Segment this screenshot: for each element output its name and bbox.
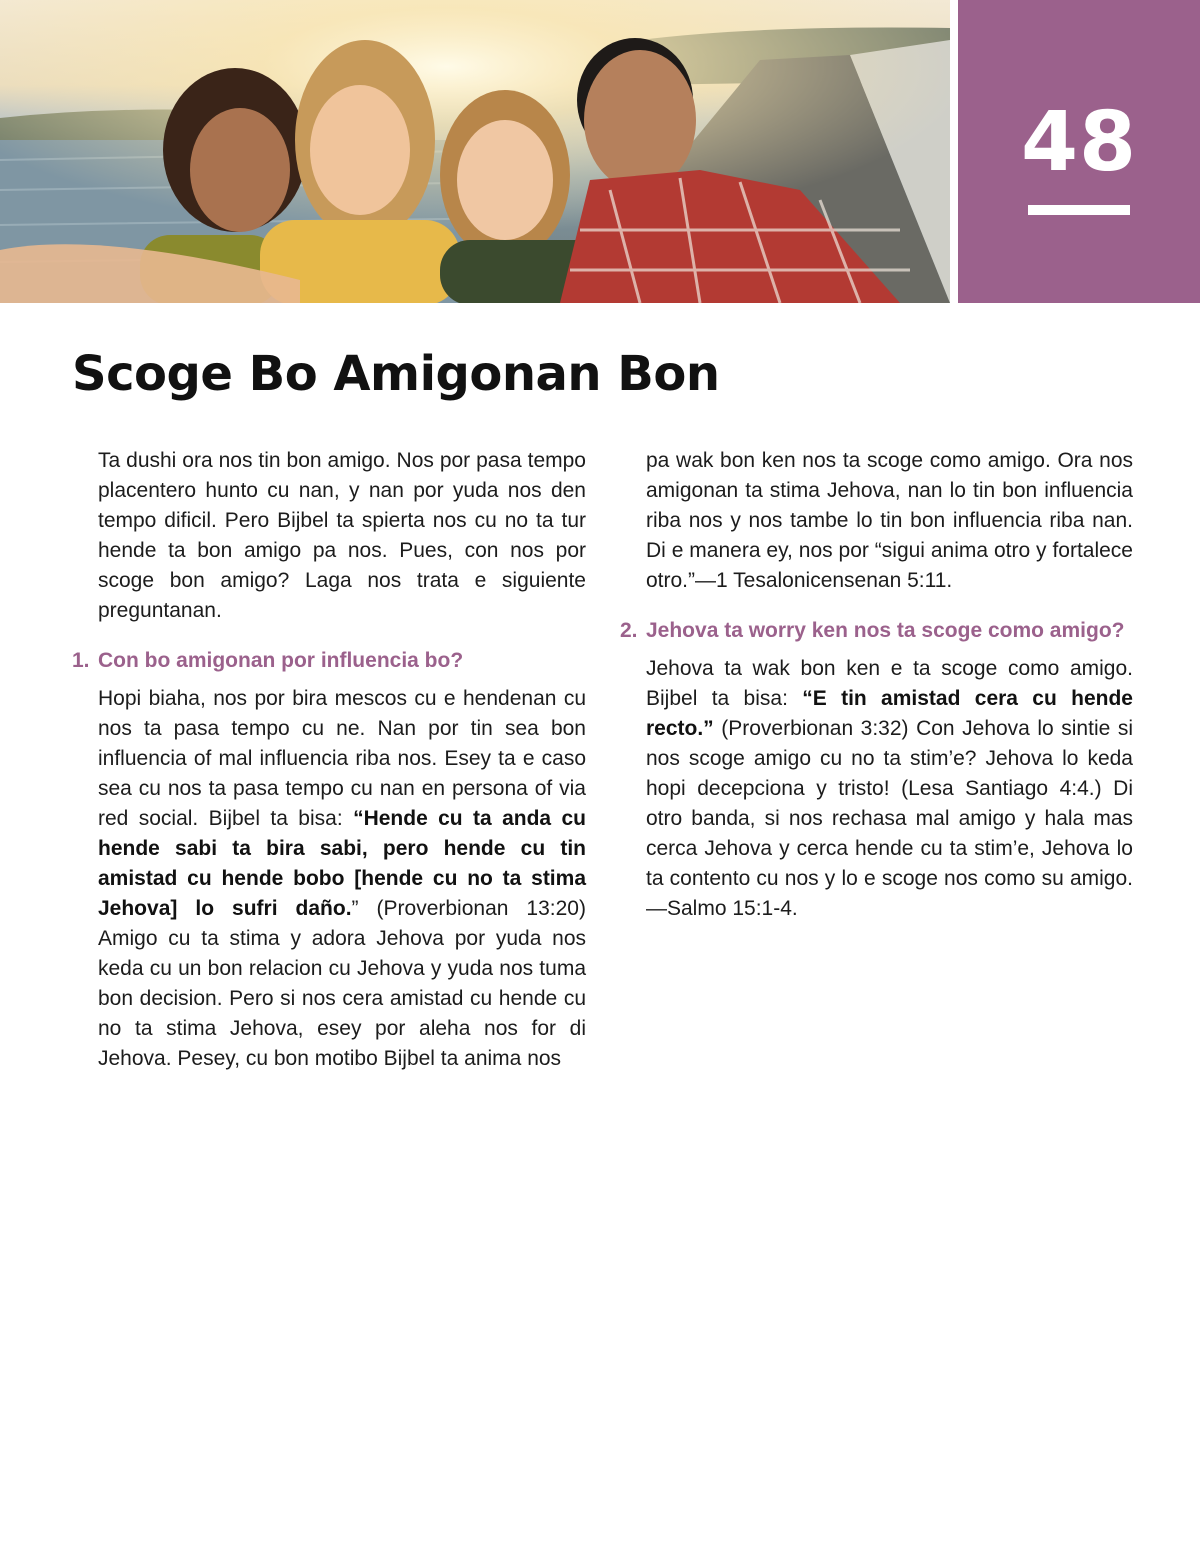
hero-photo	[0, 0, 950, 303]
answer-1-paragraph	[72, 684, 586, 1074]
answer-1-text-b: ” (Proverbionan 13:20) Amigo cu ta stima y adora Jehova por yuda nos keda cu un bon relacion cu Jehova y yuda nos tuma bon decision. Pero si nos cera amistad cu hende cu no ta stima Jehova, esey por aleha nos for di Jehova. Pesey, cu bon motibo Bijbel ta anima nos	[98, 897, 586, 1070]
lesson-number: 48	[1020, 95, 1138, 190]
intro-paragraph: Ta dushi ora nos tin bon amigo. Nos por pasa tempo placentero hunto cu nan, y nan por yuda nos den tempo dificil. Pero Bijbel ta spierta nos cu no ta tur hende ta bon amigo pa nos. Pues, con nos por scoge bon amigo? Laga nos trata e siguiente preguntanan.	[98, 449, 586, 622]
answer-1-continuation: pa wak bon ken nos ta scoge como amigo. Ora nos amigonan ta stima Jehova, nan lo tin bon influencia riba nos y nos tambe lo tin bon influencia riba nan. Di e manera ey, nos por “sigui anima otro y fortalece otro.”—1 Tesalonicensenan 5:11.	[646, 449, 1133, 592]
question-2	[620, 616, 1133, 646]
question-1-number: 1.	[72, 649, 90, 672]
answer-1-text-a: Hopi biaha, nos por bira mescos cu e hendenan cu nos ta pasa tempo cu ne. Nan por tin sea bon influencia of mal influencia riba nos. Esey ta e caso sea cu nos ta pasa tempo cu nan en persona of via red social. Bijbel ta bisa:	[98, 687, 586, 830]
question-1-text: Con bo amigonan por influencia bo?	[98, 649, 464, 672]
page-title: Scoge Bo Amigonan Bon	[72, 346, 720, 402]
right-column	[620, 446, 1133, 924]
answer-2-scripture-quote: “E tin amistad cera cu hende recto.”	[646, 687, 1133, 740]
answer-2-paragraph	[620, 654, 1133, 924]
answer-2-text-a: Jehova ta wak bon ken e ta scoge como amigo. Bijbel ta bisa:	[646, 657, 1133, 710]
question-2-number: 2.	[620, 619, 638, 642]
lesson-number-underline	[1028, 205, 1130, 215]
question-2-text: Jehova ta worry ken nos ta scoge como amigo?	[646, 619, 1125, 642]
lesson-number-tab	[958, 0, 1200, 303]
answer-2-text-b: (Proverbionan 3:32) Con Jehova lo sintie si nos scoge amigo cu no ta stim’e? Jehova lo keda hopi decepciona y tristo! (Lesa Santiago 4:4.) Di otro banda, si nos rechasa mal amigo y hala mas cerca Jehova y cerca hende cu ta stim’e, Jehova lo ta contento cu nos y lo e scoge nos como su amigo.—Salmo 15:1-4.	[646, 717, 1133, 920]
left-column	[72, 446, 586, 1074]
question-1	[72, 646, 586, 676]
group-selfie-illustration	[0, 0, 950, 303]
answer-1-scripture-quote: “Hende cu ta anda cu hende sabi ta bira sabi, pero hende cu tin amistad cu hende bobo [hende cu no ta stima Jehova] lo sufri daño.	[98, 807, 586, 920]
